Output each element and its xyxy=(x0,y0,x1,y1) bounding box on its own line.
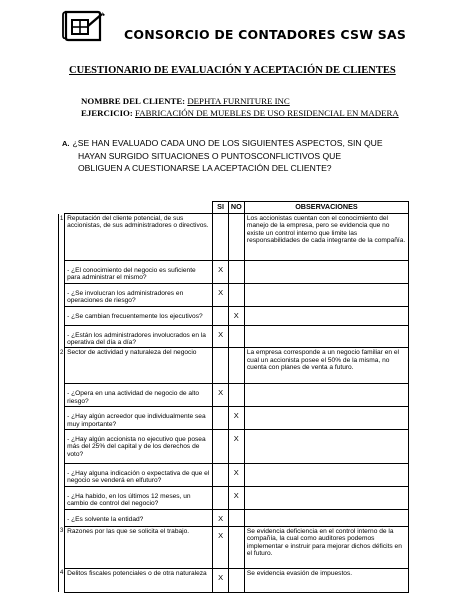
no-mark xyxy=(228,509,244,526)
header-aspect xyxy=(65,202,213,214)
observation-cell xyxy=(244,384,408,407)
aspect-cell: - ¿Se involucran los administradores en operaciones de riesgo? xyxy=(65,283,213,306)
observation-cell xyxy=(244,407,408,430)
document-title: CUESTIONARIO DE EVALUACIÓN Y ACEPTACIÓN DE CLIENTES xyxy=(69,65,396,76)
question-line: A. ¿SE HAN EVALUADO CADA UNO DE LOS SIGUIENTES ASPECTOS, SIN QUE xyxy=(62,138,383,148)
aspect-cell: - ¿Opera en una actividad de negocio de alto riesgo? xyxy=(65,384,213,407)
header-si: SI xyxy=(213,202,228,214)
question-block xyxy=(62,137,383,174)
si-mark: X xyxy=(213,568,228,592)
exercise-label: EJERCICIO: xyxy=(81,108,133,118)
aspect-cell: - ¿Se cambian frecuentemente los ejecutivos? xyxy=(65,306,213,325)
aspect-cell: Reputación del cliente potencial, de sus accionistas, de sus administradores o directivos. xyxy=(65,214,213,261)
observation-cell xyxy=(244,306,408,325)
aspect-cell: Sector de actividad y naturaleza del negocio xyxy=(65,348,213,384)
aspect-cell: - ¿Hay algún acreedor que individualmente sea muy importante? xyxy=(65,407,213,430)
observation-cell xyxy=(244,464,408,487)
aspect-cell: - ¿Hay alguna indicación o expectativa de que el negocio se venderá en elfuturo? xyxy=(65,464,213,487)
no-mark xyxy=(228,526,244,568)
aspect-cell: - ¿Es solvente la entidad? xyxy=(65,509,213,526)
observation-cell: Se evidencia evasión de impuestos. xyxy=(244,568,408,592)
row-number: 4 xyxy=(59,568,65,592)
no-mark xyxy=(228,384,244,407)
si-mark: X xyxy=(213,384,228,407)
table-row xyxy=(59,407,409,430)
no-mark: X xyxy=(228,464,244,487)
company-name: CONSORCIO DE CONTADORES CSW SAS xyxy=(124,27,407,42)
no-mark: X xyxy=(228,430,244,464)
no-mark xyxy=(228,283,244,306)
observation-cell xyxy=(244,509,408,526)
table-row xyxy=(59,325,409,348)
table-body xyxy=(59,214,409,593)
observation-cell: Los accionistas cuentan con el conocimiento del manejo de la empresa, pero se evidencia que no existe un control interno que limite las responsabilidades de cada integrante de la compañía. xyxy=(244,214,408,261)
question-letter: A. xyxy=(62,139,70,148)
si-mark: X xyxy=(213,261,228,284)
aspect-cell: - ¿Ha habido, en los últimos 12 meses, un cambio de control del negocio? xyxy=(65,487,213,510)
evaluation-table xyxy=(58,201,409,593)
exercise-line xyxy=(81,108,399,118)
table-row xyxy=(59,261,409,284)
observation-cell xyxy=(244,283,408,306)
si-mark xyxy=(213,348,228,384)
table-row xyxy=(59,464,409,487)
observation-cell xyxy=(244,487,408,510)
table-row xyxy=(59,487,409,510)
table-row xyxy=(59,430,409,464)
no-mark xyxy=(228,568,244,592)
table-row xyxy=(59,384,409,407)
table-row xyxy=(59,306,409,325)
no-mark xyxy=(228,325,244,348)
aspect-cell: - ¿Están los administradores involucrados en la operativa del día a día? xyxy=(65,325,213,348)
no-mark xyxy=(228,261,244,284)
table-row xyxy=(59,526,409,568)
si-mark: X xyxy=(213,325,228,348)
observation-cell xyxy=(244,325,408,348)
si-mark xyxy=(213,487,228,510)
question-line: OBLIGUEN A CUESTIONARSE LA ACEPTACIÓN DEL CLIENTE? xyxy=(78,163,332,173)
observation-cell xyxy=(244,430,408,464)
no-mark xyxy=(228,214,244,261)
observation-cell: Se evidencia deficiencia en el control interno de la compañía, la cual como auditores podemos implementar e instruir para mejorar dichos déficits en el futuro. xyxy=(244,526,408,568)
question-line: HAYAN SURGIDO SITUACIONES O PUNTOSCONFLICTIVOS QUE xyxy=(78,151,342,161)
observation-cell: La empresa corresponde a un negocio familiar en el cual un accionista posee el 50% de la misma, no cuenta con planes de venta a futuro. xyxy=(244,348,408,384)
exercise-value: FABRICACIÓN DE MUEBLES DE USO RESIDENCIAL EN MADERA xyxy=(135,108,399,118)
aspect-cell: - ¿Hay algún accionista no ejecutivo que posea más del 25% del capital y de los derechos de voto? xyxy=(65,430,213,464)
table-row xyxy=(59,348,409,384)
aspect-cell: - ¿El conocimiento del negocio es suficiente para administrar el mismo? xyxy=(65,261,213,284)
si-mark xyxy=(213,430,228,464)
si-mark: X xyxy=(213,509,228,526)
client-label: NOMBRE DEL CLIENTE: xyxy=(81,96,186,106)
table-row xyxy=(59,214,409,261)
client-value: DEPHTA FURNITURE INC xyxy=(187,96,290,106)
table-header-row xyxy=(59,202,409,214)
header-observaciones: OBSERVACIONES xyxy=(244,202,408,214)
header-no: NO xyxy=(228,202,244,214)
row-number: 2 xyxy=(59,348,65,384)
aspect-cell: Razones por las que se solicita el trabajo. xyxy=(65,526,213,568)
si-mark xyxy=(213,214,228,261)
table-row xyxy=(59,509,409,526)
si-mark xyxy=(213,306,228,325)
no-mark: X xyxy=(228,306,244,325)
si-mark xyxy=(213,464,228,487)
row-number: 3 xyxy=(59,526,65,568)
no-mark xyxy=(228,348,244,384)
table-row xyxy=(59,283,409,306)
si-mark xyxy=(213,407,228,430)
no-mark: X xyxy=(228,487,244,510)
table-row xyxy=(59,568,409,592)
no-mark: X xyxy=(228,407,244,430)
row-number: 1 xyxy=(59,214,65,261)
observation-cell xyxy=(244,261,408,284)
aspect-cell: Delitos fiscales potenciales o de otra naturaleza xyxy=(65,568,213,592)
si-mark: X xyxy=(213,526,228,568)
client-line xyxy=(81,96,290,106)
si-mark: X xyxy=(213,283,228,306)
company-logo-icon xyxy=(62,10,106,42)
